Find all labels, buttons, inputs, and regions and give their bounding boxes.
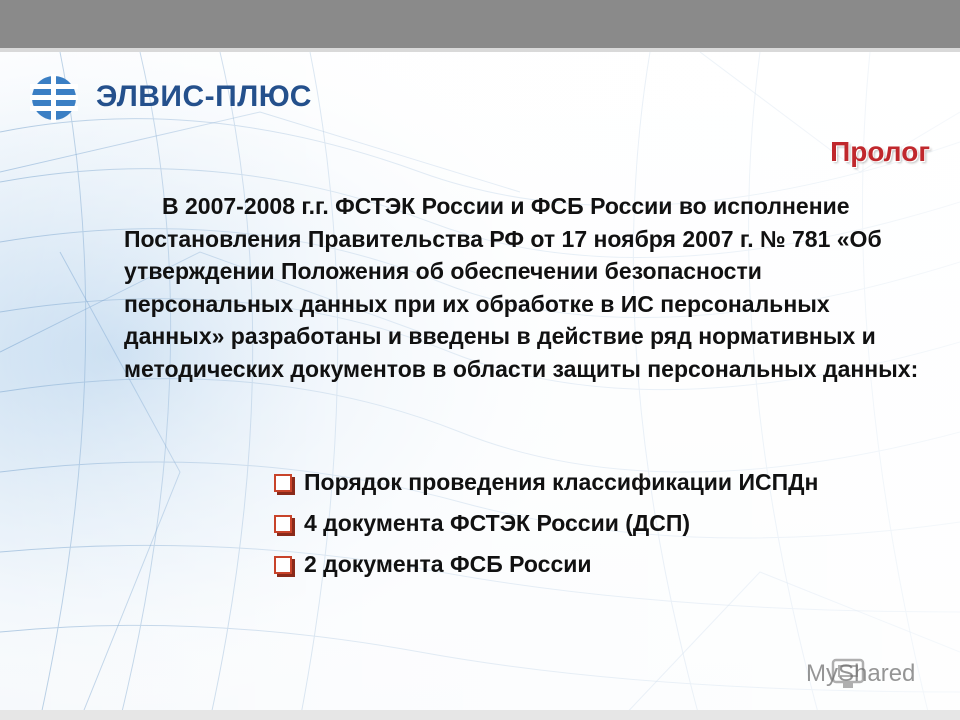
list-item-text: Порядок проведения классификации ИСПДн xyxy=(304,469,819,495)
checkbox-icon xyxy=(274,474,292,492)
bullet-list xyxy=(274,462,934,585)
list-item xyxy=(274,544,934,585)
watermark-text: MyShared xyxy=(806,660,916,687)
list-item-text: 2 документа ФСБ России xyxy=(304,551,592,577)
slide-title: Пролог xyxy=(830,136,930,167)
bottom-bar xyxy=(0,710,960,720)
list-item xyxy=(274,462,934,503)
top-bar xyxy=(0,0,960,48)
background-wireframe xyxy=(0,52,960,720)
elvis-globe-icon xyxy=(30,74,78,122)
logo-text: ЭЛВИС-ПЛЮС xyxy=(96,80,312,113)
body-paragraph: В 2007-2008 г.г. ФСТЭК России и ФСБ России во исполнение Постановления Правительства РФ от 17 ноября 2007 г. № 781 «Об утверждении Положения об обеспечении безопасности персональных данных при их обработке в ИС персональных данных» разработаны и введены в действие ряд нормативных и методических документов в области защиты персональных данных: xyxy=(124,193,919,382)
checkbox-icon xyxy=(274,556,292,574)
checkbox-icon xyxy=(274,515,292,533)
list-item-text: 4 документа ФСТЭК России (ДСП) xyxy=(304,510,691,536)
list-item xyxy=(274,503,934,544)
